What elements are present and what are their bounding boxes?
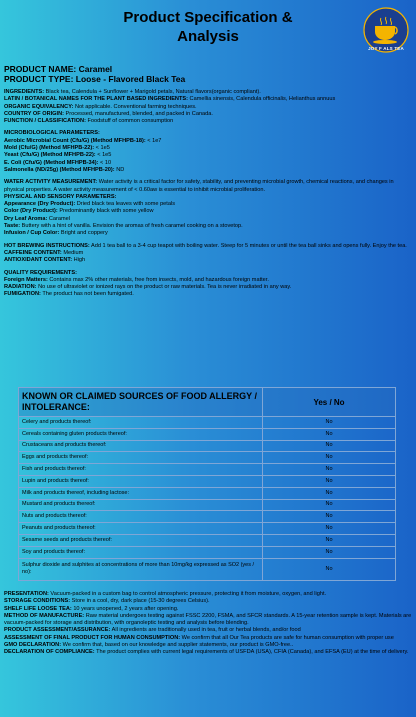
allergy-item: Crustaceans and products thereof: — [19, 440, 263, 452]
allergy-item: Eggs and products thereof: — [19, 452, 263, 464]
ingredients: INGREDIENTS: Black tea, Calendula + Sunflower + Marigold petals, Natural flavors(organic compliant). — [4, 89, 261, 95]
table-row — [19, 475, 396, 487]
allergy-answer: No — [263, 534, 396, 546]
allergy-item: Lupin and products thereof: — [19, 475, 263, 487]
table-row — [19, 464, 396, 476]
allergy-answer: No — [263, 464, 396, 476]
allergy-item: Fish and products thereof: — [19, 464, 263, 476]
logo-wordmark: JOY F ALS TEA — [368, 46, 404, 51]
gmo-declaration: GMO DECLARATION: We confirm that, based on our knowledge and supplier statements, our product is GMO-free.. — [4, 642, 294, 649]
allergy-header-right: Yes / No — [263, 388, 396, 417]
allergy-table — [18, 387, 396, 581]
antioxidant-content: ANTIOXIDANT CONTENT: High — [4, 257, 86, 264]
latin-names: LATIN / BOTANICAL NAMES FOR THE PLANT BASED INGREDIENTS: Camellia sinensis, Calendula officinalis, Helianthus annuus — [4, 96, 336, 103]
quality-heading: QUALITY REQUIREMENTS: — [4, 269, 77, 276]
table-row — [19, 499, 396, 511]
allergy-item: Nuts and products thereof: — [19, 511, 263, 523]
table-row — [19, 511, 396, 523]
shelf-life: SHELF LIFE LOOSE TEA: 10 years unopened, 2 years after opening. — [4, 605, 179, 612]
storage-conditions: STORAGE CONDITIONS: Store in a cool, dry, dark place (15-30 degrees Celsius). — [4, 598, 210, 605]
allergy-answer: No — [263, 558, 396, 580]
table-row — [19, 534, 396, 546]
declaration-of-compliance: DECLARATION OF COMPLIANCE: The product complies with current legal requirements of USFDA (USA), CFIA (Canada), and EFSA (EU) at the time of delivery. — [4, 649, 409, 656]
sensory-item: Color (Dry Product): Predominantly black with some yellow — [4, 208, 154, 215]
country-of-origin: COUNTRY OF ORIGIN: Processed, manufactured, blended, and packed in Canada. — [4, 110, 213, 117]
micro-item: E. Coli (Cfu/G) (Method MFHPB-34): < 10 — [4, 159, 112, 166]
footer-content — [4, 591, 412, 657]
table-row — [19, 417, 396, 429]
table-row — [19, 428, 396, 440]
allergy-answer: No — [263, 440, 396, 452]
allergy-item: Mustard and products thereof: — [19, 499, 263, 511]
allergy-answer: No — [263, 417, 396, 429]
allergy-answer: No — [263, 475, 396, 487]
caffeine-content: CAFFEINE CONTENT: Medium — [4, 249, 84, 256]
allergy-answer: No — [263, 523, 396, 535]
allergy-answer: No — [263, 452, 396, 464]
allergy-answer: No — [263, 546, 396, 558]
allergy-item: Peanuts and products thereof: — [19, 523, 263, 535]
final-product-assessment: ASSESSMENT OF FINAL PRODUCT FOR HUMAN CONSUMPTION: We confirm that all Our Tea products are safe for human consumption with proper use — [4, 634, 394, 641]
sensory-heading: PHYSICAL AND SENSORY PARAMETERS: — [4, 193, 117, 200]
allergy-item: Soy and products thereof: — [19, 546, 263, 558]
table-row — [19, 440, 396, 452]
presentation: PRESENTATION: Vacuum-packed in a custom bag to control atmospheric pressure, protecting it from moisture, oxygen, and light. — [4, 591, 327, 597]
product-type: PRODUCT TYPE: Loose - Flavored Black Tea — [4, 74, 186, 84]
spec-content — [4, 64, 412, 299]
method-of-manufacture: METHOD OF MANUFACTURE: Raw material undergoes testing against FSSC 2200, FSMA, and SFCR standards. A 15-year retention sample is kept. Materials are vacuum-packed for storage and distribution, with organoleptic testing and analysis before blending. — [4, 612, 412, 627]
micro-item: Mold (Cfu/G) (Method MFHPB-22): < 1e5 — [4, 145, 110, 152]
allergy-table-header — [19, 388, 396, 417]
table-row — [19, 546, 396, 558]
brewing-instructions: HOT BREWING INSTRUCTIONS: Add 1 tea ball to a 3-4 cup teapot with boiling water. Steep for 5 minutes or until the tea ball sinks and opens fully. Enjoy the tea. — [4, 242, 407, 249]
allergy-header-left: KNOWN OR CLAIMED SOURCES OF FOOD ALLERGY / INTOLERANCE: — [19, 388, 263, 417]
title-line-2: Analysis — [177, 28, 239, 45]
product-name: PRODUCT NAME: Caramel — [4, 64, 113, 74]
sensory-item: Dry Leaf Aroma: Caramel — [4, 215, 71, 222]
quality-item: FUMIGATION: The product has not been fumigated. — [4, 291, 134, 298]
quality-item: Foreign Matters: Contains max 2% other materials, free from insects, mold, and hazardous foreign matter. — [4, 276, 269, 283]
sensory-item: Appearance (Dry Product): Dried black tea leaves with some petals — [4, 201, 175, 208]
allergy-answer: No — [263, 511, 396, 523]
function-classification: FUNCTION / CLASSIFICATION: Foodstuff of common consumption — [4, 118, 174, 125]
table-row — [19, 487, 396, 499]
micro-item: Aerobic Microbial Count (Cfu/G) (Method MFHPB-18): < 1e7 — [4, 137, 162, 144]
quality-item: RADIATION: No use of ultraviolet or ionized rays on the product or raw materials. Tea is never irradiated in any way. — [4, 284, 292, 291]
sensory-item: Taste: Buttery with a hint of vanilla. Envision the aromas of fresh caramel cooking on a stovetop. — [4, 223, 243, 230]
organic-equivalency: ORGANIC EQUIVALENCY: Not applicable. Conventional farming techniques. — [4, 103, 197, 110]
allergy-item: Milk and products thereof, including lactose: — [19, 487, 263, 499]
allergy-item: Cereals containing gluten products thereof: — [19, 428, 263, 440]
page-title — [0, 8, 416, 46]
table-row — [19, 523, 396, 535]
allergy-answer: No — [263, 487, 396, 499]
table-row — [19, 558, 396, 580]
micro-heading: MICROBIOLOGICAL PARAMETERS: — [4, 130, 100, 137]
title-line-1: Product Specification & — [123, 9, 293, 26]
allergy-answer: No — [263, 499, 396, 511]
product-assessment: PRODUCT ASSESSMENT/ASSURANCE: All ingredients are traditionally used in tea, fruit or herbal blends, and/or food — [4, 627, 301, 634]
sensory-item: Infusion / Cup Color: Bright and coppery — [4, 230, 108, 237]
allergy-item: Sulphur dioxide and sulphites at concentrations of more than 10mg/kg expressed as SO2 (yes / no): — [19, 558, 263, 580]
micro-item: Yeast (Cfu/G) (Method MFHPB-22): < 1e5 — [4, 152, 112, 159]
water-activity: WATER ACTIVITY MEASUREMENT: Water activity is a critical factor for safety, stability, and preventing microbial growth, chemical reactions, and changes in physical properties. A water activity measurement of < 0.60aw is essential to inhibit microbial proliferation. — [4, 179, 394, 193]
allergy-item: Sesame seeds and products thereof: — [19, 534, 263, 546]
allergy-answer: No — [263, 428, 396, 440]
allergy-item: Celery and products thereof: — [19, 417, 263, 429]
micro-item: Salmonella (ND/25g) (Method MFHPB-20): ND — [4, 166, 125, 173]
table-row — [19, 452, 396, 464]
